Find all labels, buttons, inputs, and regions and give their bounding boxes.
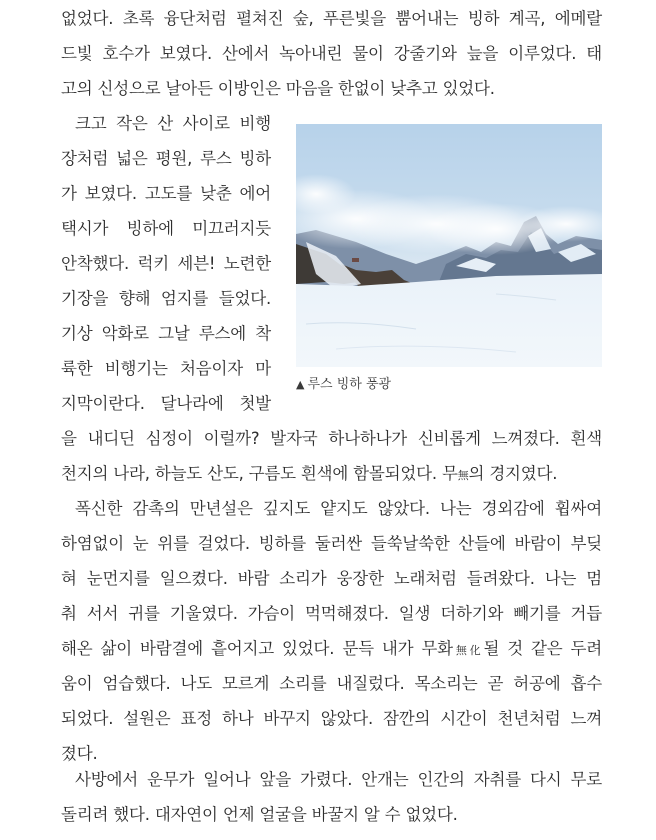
text-line: 고의 신성으로 날아든 이방인은 마음을 한없이 낮추고 있었다. [61, 79, 495, 98]
text-line: 사방에서 운무가 일어나 앞을 가렸다. 안개는 인간의 자취를 다시 무로 [75, 770, 602, 789]
text-line: 택시가 빙하에 미끄러지듯 [61, 219, 271, 238]
text-line: 하염없이 눈 위를 걸었다. 빙하를 둘러싼 들쑥날쑥한 산들에 바람이 부딪 [61, 534, 602, 553]
text-line: 움이 엄습했다. 나도 모르게 소리를 내질렀다. 목소리는 곧 허공에 흡수 [61, 674, 602, 693]
text-segment: 천지의 나라, 하늘도 산도, 구름도 흰색에 함몰되었다. 무 [61, 464, 458, 483]
text-line: 혀 눈먼지를 일으켰다. 바람 소리가 웅장한 노래처럼 들려왔다. 나는 멈 [61, 569, 602, 588]
text-line: 돌리려 했다. 대자연이 언제 얼굴을 바꿀지 알 수 없었다. [61, 805, 458, 824]
text-line: 드빛 호수가 보였다. 산에서 녹아내린 물이 강줄기와 늪을 이루었다. 태 [61, 44, 602, 63]
text-line: 없었다. 초록 융단처럼 펼쳐진 숲, 푸른빛을 뿜어내는 빙하 계곡, 에메랄 [61, 9, 602, 28]
text-segment: 해온 삶이 바람결에 흩어지고 있었다. 문득 내가 무화 [61, 639, 453, 658]
text-line: 기상 악화로 그날 루스에 착 [61, 324, 271, 343]
text-line: 폭신한 감촉의 만년설은 깊지도 얕지도 않았다. 나는 경외감에 휩싸여 [75, 499, 602, 518]
glacier-photo [296, 124, 602, 367]
triangle-up-icon: ▲ [296, 378, 305, 391]
glacier-landscape-image [296, 124, 602, 367]
text-segment: 될 것 같은 두려 [483, 639, 602, 658]
text-line: 되었다. 설원은 표정 하나 바꾸지 않았다. 잠깐의 시간이 천년처럼 느껴 [61, 709, 602, 728]
text-line: 크고 작은 산 사이로 비행 [75, 114, 271, 133]
text-line [61, 631, 602, 666]
hanja-annotation: 無 [457, 469, 469, 482]
text-line: 안착했다. 럭키 세븐! 노련한 [61, 254, 271, 273]
hanja-annotation: 無化 [452, 644, 484, 657]
caption-text: 루스 빙하 풍광 [307, 377, 392, 392]
text-line: 륙한 비행기는 처음이자 마 [61, 359, 271, 378]
text-line: 기장을 향해 엄지를 들었다. [61, 289, 271, 308]
text-line: 지막이란다. 달나라에 첫발 [61, 394, 271, 413]
photo-caption [296, 376, 391, 394]
text-line: 장처럼 넓은 평원, 루스 빙하 [61, 149, 271, 168]
text-line: 가 보였다. 고도를 낮춘 에어 [61, 184, 271, 203]
text-line: 졌다. [61, 744, 98, 763]
text-line [61, 456, 557, 491]
text-line: 춰 서서 귀를 기울였다. 가슴이 먹먹해졌다. 일생 더하기와 빼기를 거듭 [61, 604, 602, 623]
text-line: 을 내디딘 심정이 이럴까? 발자국 하나하나가 신비롭게 느껴졌다. 흰색 [61, 429, 602, 448]
text-segment: 의 경지였다. [468, 464, 558, 483]
